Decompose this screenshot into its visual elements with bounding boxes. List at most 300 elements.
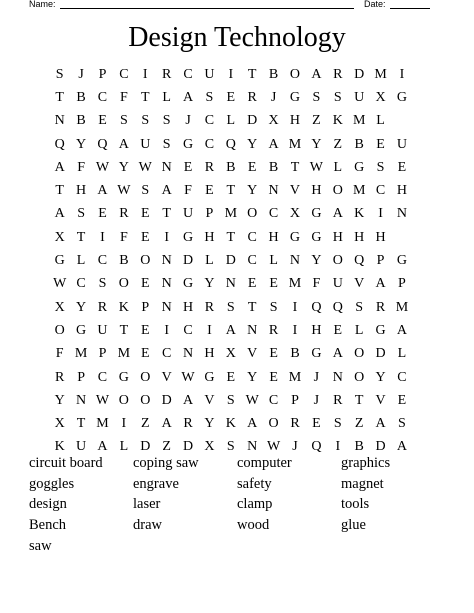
word-bank-item: engrave bbox=[133, 475, 179, 492]
grid-row bbox=[49, 273, 434, 296]
grid-letter: O bbox=[140, 253, 151, 269]
grid-letter: S bbox=[398, 416, 406, 432]
grid-letter: O bbox=[289, 66, 301, 82]
grid-letter: R bbox=[333, 66, 343, 82]
grid-letter: G bbox=[311, 229, 322, 245]
grid-letter: W bbox=[95, 159, 110, 175]
grid-letter: G bbox=[182, 136, 194, 152]
grid-letter: R bbox=[204, 299, 215, 315]
grid-letter: S bbox=[77, 206, 85, 222]
grid-letter: I bbox=[164, 322, 169, 338]
grid-letter: Y bbox=[247, 183, 258, 199]
grid-letter: K bbox=[225, 416, 236, 432]
grid-row bbox=[49, 296, 434, 319]
grid-letter: S bbox=[333, 416, 342, 432]
word-bank-item: wood bbox=[237, 517, 270, 534]
grid-letter: E bbox=[312, 416, 321, 432]
grid-letter: A bbox=[332, 346, 343, 362]
grid-letter: O bbox=[332, 183, 343, 199]
grid-letter: Y bbox=[76, 136, 87, 152]
grid-letter: O bbox=[140, 369, 151, 385]
grid-letter: Y bbox=[247, 136, 258, 152]
grid-letter: B bbox=[290, 346, 300, 362]
word-bank bbox=[29, 455, 449, 558]
grid-letter: W bbox=[245, 392, 259, 408]
word-bank-item: glue bbox=[341, 517, 366, 534]
grid-letter: U bbox=[204, 66, 215, 82]
grid-row bbox=[49, 110, 434, 133]
grid-letter: B bbox=[226, 159, 236, 175]
grid-letter: A bbox=[118, 136, 129, 152]
grid-letter: N bbox=[396, 206, 407, 222]
grid-letter: T bbox=[140, 89, 150, 105]
grid-letter: M bbox=[117, 346, 131, 362]
grid-row bbox=[49, 343, 434, 366]
word-bank-item: circuit board bbox=[29, 455, 103, 471]
grid-letter: N bbox=[247, 439, 258, 455]
grid-letter: M bbox=[288, 369, 302, 385]
grid-letter: M bbox=[395, 299, 409, 315]
grid-letter: P bbox=[398, 276, 406, 292]
grid-letter: H bbox=[204, 346, 215, 362]
grid-letter: G bbox=[54, 253, 65, 269]
grid-letter: L bbox=[354, 322, 364, 338]
grid-letter: V bbox=[161, 369, 172, 385]
grid-letter: T bbox=[226, 229, 236, 245]
grid-row bbox=[49, 156, 434, 179]
grid-letter: P bbox=[77, 369, 85, 385]
grid-letter: V bbox=[354, 276, 365, 292]
grid-letter: B bbox=[268, 66, 279, 82]
grid-letter: G bbox=[182, 229, 194, 245]
grid-letter: O bbox=[354, 346, 365, 362]
grid-letter: S bbox=[55, 66, 64, 82]
grid-letter: Y bbox=[311, 136, 322, 152]
grid-letter: G bbox=[375, 322, 386, 338]
grid-letter: R bbox=[247, 89, 257, 105]
grid-letter: P bbox=[205, 206, 214, 222]
grid-row bbox=[49, 389, 434, 412]
grid-letter: F bbox=[184, 183, 192, 199]
grid-letter: N bbox=[161, 299, 172, 315]
grid-letter: J bbox=[185, 113, 191, 129]
grid-letter: C bbox=[183, 66, 193, 82]
grid-letter: H bbox=[311, 183, 322, 199]
grid-letter: A bbox=[268, 136, 279, 152]
grid-letter: Y bbox=[76, 299, 87, 315]
grid-letter: C bbox=[183, 322, 193, 338]
word-bank-item: draw bbox=[133, 517, 162, 534]
grid-letter: E bbox=[140, 276, 150, 292]
grid-letter: T bbox=[119, 322, 129, 338]
grid-letter: C bbox=[204, 136, 215, 152]
grid-letter: R bbox=[290, 416, 300, 432]
grid-letter: U bbox=[332, 276, 343, 292]
grid-letter: S bbox=[98, 276, 107, 292]
grid-letter: R bbox=[119, 206, 129, 222]
grid-letter: X bbox=[375, 89, 386, 105]
grid-letter: H bbox=[375, 229, 386, 245]
grid-letter: Q bbox=[332, 299, 343, 315]
grid-letter: G bbox=[289, 229, 301, 245]
grid-letter: A bbox=[375, 276, 386, 292]
grid-letter: T bbox=[226, 183, 236, 199]
grid-letter: C bbox=[247, 229, 257, 245]
grid-letter: I bbox=[335, 439, 341, 455]
grid-letter: E bbox=[269, 276, 278, 292]
grid-letter: X bbox=[289, 206, 301, 222]
grid-letter: G bbox=[182, 276, 194, 292]
grid-letter: Q bbox=[225, 136, 236, 152]
grid-letter: S bbox=[162, 136, 171, 152]
grid-letter: Z bbox=[312, 113, 321, 129]
grid-row bbox=[49, 133, 434, 156]
grid-letter: Q bbox=[311, 299, 322, 315]
grid-letter: F bbox=[119, 229, 128, 245]
grid-letter: L bbox=[376, 113, 385, 129]
grid-letter: W bbox=[117, 183, 131, 199]
grid-letter: I bbox=[378, 206, 383, 222]
grid-letter: G bbox=[354, 159, 365, 175]
grid-letter: H bbox=[182, 299, 194, 315]
grid-letter: O bbox=[268, 416, 279, 432]
grid-letter: D bbox=[225, 253, 236, 269]
grid-letter: X bbox=[54, 299, 65, 315]
grid-letter: D bbox=[247, 113, 258, 129]
grid-letter: D bbox=[375, 439, 386, 455]
word-bank-item: graphics bbox=[341, 455, 391, 471]
grid-letter: V bbox=[204, 392, 215, 408]
word-bank-item: coping saw bbox=[133, 455, 199, 471]
grid-letter: X bbox=[54, 416, 65, 432]
grid-letter: B bbox=[354, 439, 364, 455]
grid-letter: I bbox=[399, 66, 405, 82]
grid-letter: O bbox=[118, 276, 129, 292]
grid-row bbox=[49, 249, 434, 272]
grid-letter: Y bbox=[118, 159, 129, 175]
grid-letter: Y bbox=[204, 416, 215, 432]
grid-letter: Q bbox=[97, 136, 108, 152]
grid-letter: P bbox=[291, 392, 299, 408]
grid-letter: P bbox=[141, 299, 150, 315]
grid-letter: C bbox=[97, 369, 108, 385]
grid-letter: B bbox=[354, 136, 364, 152]
grid-letter: N bbox=[182, 346, 194, 362]
date-label: Date: bbox=[364, 0, 386, 9]
grid-letter: D bbox=[375, 346, 386, 362]
grid-letter: M bbox=[352, 183, 366, 199]
grid-letter: E bbox=[205, 183, 214, 199]
grid-row bbox=[49, 319, 434, 342]
grid-letter: I bbox=[121, 416, 127, 432]
grid-letter: C bbox=[397, 369, 407, 385]
grid-letter: H bbox=[311, 322, 322, 338]
page-title: Design Technology bbox=[128, 22, 346, 53]
grid-letter: Z bbox=[162, 439, 171, 455]
grid-letter: Y bbox=[204, 276, 215, 292]
grid-letter: L bbox=[119, 439, 129, 455]
grid-letter: S bbox=[376, 159, 385, 175]
grid-letter: M bbox=[288, 136, 302, 152]
grid-letter: G bbox=[311, 346, 322, 362]
grid-letter: S bbox=[226, 299, 235, 315]
grid-letter: Z bbox=[354, 416, 364, 432]
name-blank-line bbox=[60, 8, 354, 9]
name-label: Name: bbox=[29, 0, 56, 9]
grid-letter: H bbox=[204, 229, 215, 245]
word-bank-item: Bench bbox=[29, 517, 67, 534]
grid-letter: A bbox=[97, 439, 108, 455]
grid-letter: A bbox=[396, 439, 407, 455]
grid-letter: N bbox=[332, 369, 343, 385]
grid-letter: N bbox=[225, 276, 236, 292]
grid-letter: A bbox=[247, 416, 258, 432]
grid-letter: E bbox=[98, 206, 107, 222]
grid-letter: E bbox=[333, 322, 343, 338]
grid-row bbox=[49, 179, 434, 202]
grid-letter: J bbox=[78, 66, 84, 82]
grid-letter: C bbox=[268, 392, 279, 408]
grid-letter: P bbox=[376, 253, 385, 269]
word-bank-item: clamp bbox=[237, 496, 273, 513]
word-bank-item: goggles bbox=[29, 475, 75, 492]
grid-letter: L bbox=[205, 253, 214, 269]
grid-letter: V bbox=[289, 183, 301, 199]
grid-letter: L bbox=[226, 113, 236, 129]
grid-letter: B bbox=[76, 113, 86, 129]
grid-letter: L bbox=[333, 159, 343, 175]
grid-letter: G bbox=[396, 89, 407, 105]
grid-letter: E bbox=[269, 369, 278, 385]
grid-letter: I bbox=[142, 66, 148, 82]
grid-letter: I bbox=[292, 322, 298, 338]
grid-letter: J bbox=[292, 439, 298, 455]
grid-letter: I bbox=[164, 229, 169, 245]
word-search-grid bbox=[49, 63, 434, 459]
grid-letter: Q bbox=[54, 136, 65, 152]
grid-letter: N bbox=[247, 322, 258, 338]
grid-row bbox=[49, 366, 434, 389]
grid-letter: L bbox=[162, 89, 171, 105]
grid-letter: X bbox=[225, 346, 236, 362]
grid-letter: C bbox=[204, 113, 215, 129]
grid-row bbox=[49, 203, 434, 226]
grid-letter: N bbox=[161, 276, 172, 292]
grid-letter: W bbox=[309, 159, 323, 175]
grid-row bbox=[49, 226, 434, 249]
grid-letter: H bbox=[354, 229, 365, 245]
grid-letter: D bbox=[140, 439, 151, 455]
grid-letter: A bbox=[97, 183, 108, 199]
grid-letter: B bbox=[119, 253, 129, 269]
grid-letter: S bbox=[333, 89, 342, 105]
grid-letter: L bbox=[269, 253, 278, 269]
grid-letter: A bbox=[332, 206, 343, 222]
name-date-header bbox=[0, 0, 474, 12]
grid-letter: Q bbox=[311, 439, 322, 455]
grid-letter: H bbox=[396, 183, 407, 199]
grid-letter: C bbox=[247, 253, 257, 269]
grid-letter: C bbox=[161, 346, 172, 362]
grid-letter: A bbox=[225, 322, 236, 338]
grid-letter: A bbox=[54, 206, 65, 222]
grid-letter: R bbox=[268, 322, 279, 338]
grid-letter: E bbox=[98, 113, 107, 129]
grid-letter: O bbox=[247, 206, 258, 222]
word-bank-item: design bbox=[29, 496, 67, 513]
grid-letter: W bbox=[266, 439, 281, 455]
grid-letter: P bbox=[98, 346, 107, 362]
grid-letter: N bbox=[289, 253, 301, 269]
date-blank-line bbox=[390, 8, 430, 9]
grid-letter: Z bbox=[333, 136, 343, 152]
grid-letter: E bbox=[140, 229, 150, 245]
grid-letter: S bbox=[162, 113, 171, 129]
grid-letter: G bbox=[118, 369, 129, 385]
grid-letter: S bbox=[226, 439, 235, 455]
grid-letter: G bbox=[76, 322, 87, 338]
grid-letter: D bbox=[354, 66, 365, 82]
grid-letter: L bbox=[76, 253, 86, 269]
grid-letter: W bbox=[95, 392, 110, 408]
grid-letter: K bbox=[354, 206, 365, 222]
grid-letter: U bbox=[76, 439, 87, 455]
word-bank-item: magnet bbox=[341, 475, 384, 492]
grid-row bbox=[49, 63, 434, 86]
grid-letter: E bbox=[140, 346, 150, 362]
grid-letter: Q bbox=[354, 253, 365, 269]
grid-letter: L bbox=[397, 346, 407, 362]
grid-letter: S bbox=[141, 113, 150, 129]
grid-letter: T bbox=[247, 66, 257, 82]
grid-letter: K bbox=[118, 299, 129, 315]
grid-letter: O bbox=[140, 392, 151, 408]
grid-letter: R bbox=[204, 159, 215, 175]
grid-letter: W bbox=[181, 369, 195, 385]
grid-letter: P bbox=[98, 66, 107, 82]
grid-letter: S bbox=[119, 113, 128, 129]
word-bank-item: saw bbox=[29, 537, 52, 554]
grid-letter: M bbox=[288, 276, 302, 292]
grid-letter: D bbox=[182, 253, 194, 269]
grid-letter: T bbox=[290, 159, 300, 175]
grid-letter: O bbox=[332, 253, 343, 269]
grid-letter: T bbox=[76, 229, 86, 245]
grid-row bbox=[49, 412, 434, 435]
grid-letter: E bbox=[397, 159, 407, 175]
grid-letter: E bbox=[140, 206, 150, 222]
grid-letter: E bbox=[397, 392, 407, 408]
grid-letter: O bbox=[118, 392, 129, 408]
grid-letter: E bbox=[183, 159, 193, 175]
grid-letter: S bbox=[269, 299, 278, 315]
grid-letter: M bbox=[352, 113, 366, 129]
grid-letter: T bbox=[247, 299, 257, 315]
grid-letter: E bbox=[247, 159, 257, 175]
grid-letter: U bbox=[140, 136, 151, 152]
grid-letter: N bbox=[268, 183, 279, 199]
grid-letter: A bbox=[311, 66, 322, 82]
grid-letter: D bbox=[182, 439, 194, 455]
grid-letter: K bbox=[54, 439, 65, 455]
word-bank-item: computer bbox=[237, 455, 292, 471]
grid-letter: N bbox=[161, 159, 172, 175]
grid-letter: E bbox=[226, 369, 236, 385]
grid-letter: Z bbox=[140, 416, 150, 432]
grid-letter: E bbox=[376, 136, 385, 152]
grid-letter: X bbox=[204, 439, 215, 455]
grid-letter: C bbox=[97, 253, 108, 269]
grid-letter: U bbox=[97, 322, 108, 338]
word-bank-item: tools bbox=[341, 496, 370, 513]
grid-letter: A bbox=[375, 416, 386, 432]
grid-letter: O bbox=[354, 369, 365, 385]
grid-letter: T bbox=[55, 89, 64, 105]
grid-letter: I bbox=[100, 229, 105, 245]
grid-letter: U bbox=[396, 136, 407, 152]
grid-letter: D bbox=[161, 392, 172, 408]
grid-letter: Y bbox=[54, 392, 65, 408]
grid-letter: T bbox=[162, 206, 171, 222]
grid-letter: H bbox=[332, 229, 343, 245]
grid-letter: B bbox=[76, 89, 86, 105]
word-bank-item: laser bbox=[133, 496, 161, 513]
grid-letter: A bbox=[54, 159, 65, 175]
grid-letter: A bbox=[182, 392, 194, 408]
grid-letter: U bbox=[182, 206, 194, 222]
grid-letter: W bbox=[53, 276, 67, 292]
grid-letter: M bbox=[374, 66, 387, 82]
grid-letter: A bbox=[396, 322, 407, 338]
grid-letter: R bbox=[375, 299, 386, 315]
grid-letter: G bbox=[396, 253, 407, 269]
grid-letter: I bbox=[292, 299, 298, 315]
grid-letter: V bbox=[375, 392, 386, 408]
grid-letter: T bbox=[354, 392, 364, 408]
grid-letter: G bbox=[311, 206, 322, 222]
grid-letter: H bbox=[289, 113, 301, 129]
grid-letter: T bbox=[76, 416, 86, 432]
word-bank-item: safety bbox=[237, 475, 272, 492]
grid-letter: S bbox=[205, 89, 214, 105]
grid-letter: X bbox=[54, 229, 65, 245]
grid-letter: R bbox=[97, 299, 108, 315]
grid-letter: V bbox=[247, 346, 258, 362]
grid-letter: A bbox=[161, 416, 172, 432]
grid-letter: N bbox=[76, 392, 87, 408]
grid-letter: H bbox=[76, 183, 87, 199]
grid-letter: A bbox=[182, 89, 194, 105]
grid-letter: U bbox=[354, 89, 365, 105]
grid-letter: G bbox=[289, 89, 301, 105]
grid-letter: S bbox=[312, 89, 321, 105]
grid-letter: E bbox=[269, 346, 278, 362]
grid-letter: G bbox=[204, 369, 215, 385]
grid-letter: K bbox=[332, 113, 343, 129]
grid-letter: Y bbox=[311, 253, 322, 269]
grid-letter: Y bbox=[375, 369, 386, 385]
grid-letter: E bbox=[226, 89, 236, 105]
grid-letter: R bbox=[161, 66, 172, 82]
grid-letter: E bbox=[140, 322, 150, 338]
grid-letter: X bbox=[268, 113, 279, 129]
grid-letter: I bbox=[228, 66, 234, 82]
grid-row bbox=[49, 86, 434, 109]
grid-letter: N bbox=[161, 253, 172, 269]
grid-letter: F bbox=[119, 89, 128, 105]
grid-letter: E bbox=[247, 276, 257, 292]
grid-letter: S bbox=[141, 183, 150, 199]
